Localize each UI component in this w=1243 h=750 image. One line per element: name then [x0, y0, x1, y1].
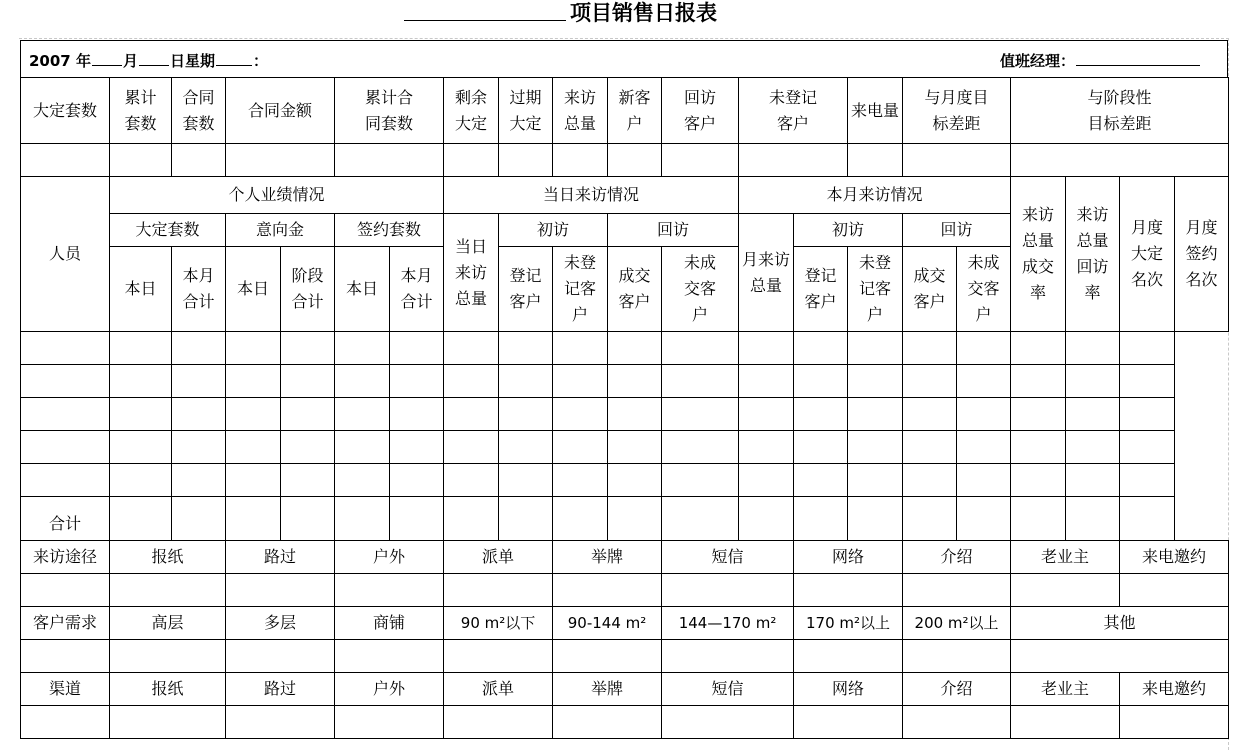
- manager-field: [1000, 50, 1201, 71]
- input-cell[interactable]: [110, 497, 172, 541]
- input-cell[interactable]: [499, 497, 553, 541]
- input-cell[interactable]: [21, 398, 110, 431]
- channel-item: 网络: [794, 673, 903, 706]
- input-cell[interactable]: [1066, 464, 1120, 497]
- revisit-rate-header: 来访 总量 回访 率: [1066, 177, 1120, 332]
- input-cell[interactable]: [957, 497, 1011, 541]
- input-cell[interactable]: [553, 431, 608, 464]
- colon-label: ：: [253, 52, 269, 70]
- input-cell[interactable]: [226, 144, 335, 177]
- input-cell[interactable]: [553, 574, 662, 607]
- demand-item: 商铺: [335, 607, 444, 640]
- input-cell[interactable]: [662, 640, 794, 673]
- input-cell[interactable]: [1066, 398, 1120, 431]
- input-cell[interactable]: [335, 144, 444, 177]
- input-cell[interactable]: [553, 398, 608, 431]
- col-remaining-deposit: 剩余 大定: [444, 78, 499, 144]
- channel-input-row: [21, 706, 1229, 739]
- input-cell[interactable]: [794, 497, 848, 541]
- visit-source-input-row: [21, 574, 1229, 607]
- demand-item: 200 m²以上: [903, 607, 1011, 640]
- input-cell[interactable]: [794, 431, 848, 464]
- report-title: [404, 0, 717, 26]
- input-cell[interactable]: [1120, 398, 1175, 431]
- input-cell[interactable]: [499, 431, 553, 464]
- input-cell[interactable]: [335, 332, 390, 365]
- input-cell[interactable]: [553, 706, 662, 739]
- input-cell[interactable]: [848, 497, 903, 541]
- input-cell[interactable]: [21, 332, 110, 365]
- input-cell[interactable]: [1066, 497, 1120, 541]
- month-closed-header: 成交 客户: [903, 247, 957, 332]
- deposit-month-header: 本月 合计: [172, 247, 226, 332]
- input-cell[interactable]: [444, 706, 553, 739]
- input-cell[interactable]: [21, 464, 110, 497]
- today-registered-header: 登记 客户: [499, 247, 553, 332]
- input-cell[interactable]: [903, 464, 957, 497]
- input-cell[interactable]: [662, 497, 739, 541]
- close-rate-header: 来访 总量 成交 率: [1011, 177, 1066, 332]
- channel-item: 派单: [444, 673, 553, 706]
- input-cell[interactable]: [553, 144, 608, 177]
- customer-demand-label: 客户需求: [21, 607, 110, 640]
- input-cell[interactable]: [226, 431, 281, 464]
- input-cell[interactable]: [390, 464, 444, 497]
- input-cell[interactable]: [739, 144, 848, 177]
- person-row: [21, 398, 1229, 431]
- input-cell[interactable]: [1011, 706, 1120, 739]
- visit-source-item: 网络: [794, 541, 903, 574]
- input-cell[interactable]: [444, 398, 499, 431]
- col-new-customers: 新客 户: [608, 78, 662, 144]
- input-cell[interactable]: [226, 464, 281, 497]
- input-cell[interactable]: [444, 464, 499, 497]
- input-cell[interactable]: [335, 431, 390, 464]
- weekday-blank[interactable]: [216, 50, 252, 66]
- input-cell[interactable]: [608, 365, 662, 398]
- input-cell[interactable]: [390, 332, 444, 365]
- today-closed-header: 成交 客户: [608, 247, 662, 332]
- demand-item: 90-144 m²: [553, 607, 662, 640]
- report-table: [20, 77, 1229, 739]
- input-cell[interactable]: [444, 431, 499, 464]
- visit-source-item: 派单: [444, 541, 553, 574]
- input-cell[interactable]: [553, 464, 608, 497]
- input-cell[interactable]: [903, 706, 1011, 739]
- signed-month-header: 本月 合计: [390, 247, 444, 332]
- input-cell[interactable]: [662, 398, 739, 431]
- col-contract-count: 合同 套数: [172, 78, 226, 144]
- input-cell[interactable]: [662, 431, 739, 464]
- input-cell[interactable]: [1011, 332, 1066, 365]
- input-cell[interactable]: [226, 398, 281, 431]
- input-cell[interactable]: [1120, 431, 1175, 464]
- input-cell[interactable]: [903, 431, 957, 464]
- input-cell[interactable]: [110, 365, 172, 398]
- demand-item: 90 m²以下: [444, 607, 553, 640]
- summary-input-row: [21, 144, 1229, 177]
- input-cell[interactable]: [957, 365, 1011, 398]
- channel-item: 介绍: [903, 673, 1011, 706]
- input-cell[interactable]: [21, 365, 110, 398]
- monthly-sign-rank-header: 月度 签约 名次: [1175, 177, 1229, 332]
- input-cell[interactable]: [444, 574, 553, 607]
- input-cell[interactable]: [110, 574, 226, 607]
- input-cell[interactable]: [957, 431, 1011, 464]
- input-cell[interactable]: [1011, 144, 1229, 177]
- input-cell[interactable]: [1011, 640, 1229, 673]
- date-fields: [29, 50, 268, 71]
- input-cell[interactable]: [739, 365, 794, 398]
- signed-count-header: 签约套数: [335, 214, 444, 247]
- input-cell[interactable]: [662, 332, 739, 365]
- input-cell[interactable]: [335, 464, 390, 497]
- channel-label: 渠道: [21, 673, 110, 706]
- input-cell[interactable]: [794, 464, 848, 497]
- month-visit-header: 本月来访情况: [739, 177, 1011, 214]
- input-cell[interactable]: [390, 365, 444, 398]
- input-cell[interactable]: [903, 144, 1011, 177]
- visit-source-item: 老业主: [1011, 541, 1120, 574]
- visit-source-item: 举牌: [553, 541, 662, 574]
- col-cumulative-count: 累计 套数: [110, 78, 172, 144]
- project-name-blank: [404, 0, 566, 21]
- input-cell[interactable]: [608, 431, 662, 464]
- input-cell[interactable]: [848, 332, 903, 365]
- month-return-visit-header: 回访: [903, 214, 1011, 247]
- visit-source-label: 来访途径: [21, 541, 110, 574]
- input-cell[interactable]: [499, 464, 553, 497]
- today-first-visit-header: 初访: [499, 214, 608, 247]
- demand-item: 144—170 m²: [662, 607, 794, 640]
- input-cell[interactable]: [499, 398, 553, 431]
- col-monthly-gap: 与月度目 标差距: [903, 78, 1011, 144]
- input-cell[interactable]: [848, 431, 903, 464]
- input-cell[interactable]: [662, 365, 739, 398]
- input-cell[interactable]: [903, 365, 957, 398]
- demand-item: 多层: [226, 607, 335, 640]
- input-cell[interactable]: [281, 497, 335, 541]
- input-cell[interactable]: [1011, 497, 1066, 541]
- input-cell[interactable]: [226, 640, 335, 673]
- customer-demand-input-row: [21, 640, 1229, 673]
- input-cell[interactable]: [739, 431, 794, 464]
- year-label: 2007 年: [29, 52, 91, 70]
- visit-source-item: 报纸: [110, 541, 226, 574]
- input-cell[interactable]: [1120, 365, 1175, 398]
- input-cell[interactable]: [281, 398, 335, 431]
- input-cell[interactable]: [21, 431, 110, 464]
- input-cell[interactable]: [794, 398, 848, 431]
- channel-item: 来电邀约: [1120, 673, 1229, 706]
- total-label: 合计: [21, 497, 110, 541]
- input-cell[interactable]: [794, 706, 903, 739]
- input-cell[interactable]: [739, 398, 794, 431]
- input-cell[interactable]: [110, 706, 226, 739]
- input-cell[interactable]: [957, 398, 1011, 431]
- input-cell[interactable]: [335, 497, 390, 541]
- input-cell[interactable]: [335, 640, 444, 673]
- input-cell[interactable]: [794, 332, 848, 365]
- input-cell[interactable]: [226, 574, 335, 607]
- input-cell[interactable]: [903, 497, 957, 541]
- input-cell[interactable]: [110, 398, 172, 431]
- input-cell[interactable]: [1011, 574, 1120, 607]
- input-cell[interactable]: [1120, 706, 1229, 739]
- input-cell[interactable]: [172, 365, 226, 398]
- month-unregistered-header: 未登 记客 户: [848, 247, 903, 332]
- input-cell[interactable]: [1120, 497, 1175, 541]
- input-cell[interactable]: [172, 497, 226, 541]
- month-label: 月: [122, 52, 138, 70]
- input-cell[interactable]: [281, 332, 335, 365]
- intent-money-header: 意向金: [226, 214, 335, 247]
- intent-phase-header: 阶段 合计: [281, 247, 335, 332]
- input-cell[interactable]: [172, 464, 226, 497]
- personal-performance-header: 个人业绩情况: [110, 177, 444, 214]
- total-row: [21, 497, 1229, 541]
- visit-source-item: 短信: [662, 541, 794, 574]
- input-cell[interactable]: [903, 574, 1011, 607]
- visit-source-item: 来电邀约: [1120, 541, 1229, 574]
- input-cell[interactable]: [662, 574, 794, 607]
- manager-blank[interactable]: [1076, 50, 1200, 66]
- today-unclosed-header: 未成 交客 户: [662, 247, 739, 332]
- input-cell[interactable]: [226, 706, 335, 739]
- input-cell[interactable]: [608, 332, 662, 365]
- input-cell[interactable]: [1066, 365, 1120, 398]
- input-cell[interactable]: [444, 144, 499, 177]
- input-cell[interactable]: [390, 497, 444, 541]
- input-cell[interactable]: [1066, 431, 1120, 464]
- input-cell[interactable]: [390, 398, 444, 431]
- input-cell[interactable]: [1011, 365, 1066, 398]
- demand-item: 高层: [110, 607, 226, 640]
- col-cumulative-contract: 累计合 同套数: [335, 78, 444, 144]
- input-cell[interactable]: [739, 497, 794, 541]
- input-cell[interactable]: [608, 144, 662, 177]
- col-call-volume: 来电量: [848, 78, 903, 144]
- input-cell[interactable]: [172, 398, 226, 431]
- deposit-count-header: 大定套数: [110, 214, 226, 247]
- input-cell[interactable]: [957, 464, 1011, 497]
- input-cell[interactable]: [110, 332, 172, 365]
- input-cell[interactable]: [172, 431, 226, 464]
- person-header: 人员: [21, 177, 110, 332]
- input-cell[interactable]: [1120, 464, 1175, 497]
- today-unregistered-header: 未登 记客 户: [553, 247, 608, 332]
- channel-item: 路过: [226, 673, 335, 706]
- input-cell[interactable]: [903, 398, 957, 431]
- input-cell[interactable]: [21, 144, 110, 177]
- input-cell[interactable]: [848, 464, 903, 497]
- customer-demand-header-row: [21, 607, 1229, 640]
- monthly-deposit-rank-header: 月度 大定 名次: [1120, 177, 1175, 332]
- input-cell[interactable]: [848, 144, 903, 177]
- day-weekday-label: 日星期: [170, 52, 216, 70]
- input-cell[interactable]: [553, 365, 608, 398]
- input-cell[interactable]: [1120, 574, 1229, 607]
- input-cell[interactable]: [281, 464, 335, 497]
- input-cell[interactable]: [499, 365, 553, 398]
- input-cell[interactable]: [335, 365, 390, 398]
- input-cell[interactable]: [444, 365, 499, 398]
- input-cell[interactable]: [608, 497, 662, 541]
- input-cell[interactable]: [499, 144, 553, 177]
- today-visit-header: 当日来访情况: [444, 177, 739, 214]
- input-cell[interactable]: [848, 398, 903, 431]
- input-cell[interactable]: [281, 365, 335, 398]
- input-cell[interactable]: [903, 332, 957, 365]
- input-cell[interactable]: [335, 574, 444, 607]
- input-cell[interactable]: [553, 640, 662, 673]
- input-cell[interactable]: [553, 497, 608, 541]
- input-cell[interactable]: [1011, 431, 1066, 464]
- input-cell[interactable]: [281, 431, 335, 464]
- report-title-text: 项目销售日报表: [570, 1, 717, 25]
- input-cell[interactable]: [335, 398, 390, 431]
- input-cell[interactable]: [444, 332, 499, 365]
- input-cell[interactable]: [608, 398, 662, 431]
- visit-source-header-row: [21, 541, 1229, 574]
- info-bar: [20, 40, 1228, 77]
- input-cell[interactable]: [21, 706, 110, 739]
- col-revisit-customers: 回访 客户: [662, 78, 739, 144]
- input-cell[interactable]: [172, 144, 226, 177]
- input-cell[interactable]: [608, 464, 662, 497]
- input-cell[interactable]: [794, 365, 848, 398]
- manager-label: 值班经理：: [999, 52, 1075, 70]
- month-unclosed-header: 未成 交客 户: [957, 247, 1011, 332]
- input-cell[interactable]: [553, 332, 608, 365]
- input-cell[interactable]: [739, 464, 794, 497]
- input-cell[interactable]: [226, 365, 281, 398]
- input-cell[interactable]: [335, 706, 444, 739]
- visit-source-item: 户外: [335, 541, 444, 574]
- input-cell[interactable]: [172, 332, 226, 365]
- input-cell[interactable]: [110, 144, 172, 177]
- input-cell[interactable]: [444, 640, 553, 673]
- input-cell[interactable]: [662, 706, 794, 739]
- input-cell[interactable]: [226, 497, 281, 541]
- summary-header-row: [21, 78, 1229, 144]
- channel-item: 报纸: [110, 673, 226, 706]
- input-cell[interactable]: [662, 464, 739, 497]
- person-row: [21, 431, 1229, 464]
- input-cell[interactable]: [848, 365, 903, 398]
- input-cell[interactable]: [390, 431, 444, 464]
- input-cell[interactable]: [110, 464, 172, 497]
- channel-item: 户外: [335, 673, 444, 706]
- input-cell[interactable]: [21, 640, 110, 673]
- input-cell[interactable]: [1011, 398, 1066, 431]
- demand-item: 170 m²以上: [794, 607, 903, 640]
- person-row: [21, 332, 1229, 365]
- input-cell[interactable]: [739, 332, 794, 365]
- input-cell[interactable]: [21, 574, 110, 607]
- input-cell[interactable]: [903, 640, 1011, 673]
- col-phase-gap: 与阶段性 目标差距: [1011, 78, 1229, 144]
- perf-header-row-1: [21, 177, 1229, 214]
- person-row: [21, 365, 1229, 398]
- channel-item: 老业主: [1011, 673, 1120, 706]
- channel-item: 举牌: [553, 673, 662, 706]
- signed-today-header: 本日: [335, 247, 390, 332]
- col-expired-deposit: 过期 大定: [499, 78, 553, 144]
- col-unregistered: 未登记 客户: [739, 78, 848, 144]
- input-cell[interactable]: [957, 332, 1011, 365]
- input-cell[interactable]: [1120, 332, 1175, 365]
- intent-today-header: 本日: [226, 247, 281, 332]
- col-contract-amount: 合同金额: [226, 78, 335, 144]
- month-total-header: 月来访 总量: [739, 214, 794, 332]
- input-cell[interactable]: [662, 144, 739, 177]
- today-return-visit-header: 回访: [608, 214, 739, 247]
- input-cell[interactable]: [499, 332, 553, 365]
- channel-item: 短信: [662, 673, 794, 706]
- input-cell[interactable]: [1011, 464, 1066, 497]
- month-blank[interactable]: [92, 50, 122, 66]
- month-first-visit-header: 初访: [794, 214, 903, 247]
- col-visit-total: 来访 总量: [553, 78, 608, 144]
- today-total-header: 当日 来访 总量: [444, 214, 499, 332]
- input-cell[interactable]: [444, 497, 499, 541]
- person-row: [21, 464, 1229, 497]
- input-cell[interactable]: [794, 640, 903, 673]
- day-blank[interactable]: [139, 50, 169, 66]
- input-cell[interactable]: [110, 431, 172, 464]
- month-registered-header: 登记 客户: [794, 247, 848, 332]
- deposit-today-header: 本日: [110, 247, 172, 332]
- input-cell[interactable]: [794, 574, 903, 607]
- col-deposit-count: 大定套数: [21, 78, 110, 144]
- demand-item: 其他: [1011, 607, 1229, 640]
- visit-source-item: 路过: [226, 541, 335, 574]
- visit-source-item: 介绍: [903, 541, 1011, 574]
- input-cell[interactable]: [226, 332, 281, 365]
- channel-header-row: [21, 673, 1229, 706]
- input-cell[interactable]: [1066, 332, 1120, 365]
- input-cell[interactable]: [110, 640, 226, 673]
